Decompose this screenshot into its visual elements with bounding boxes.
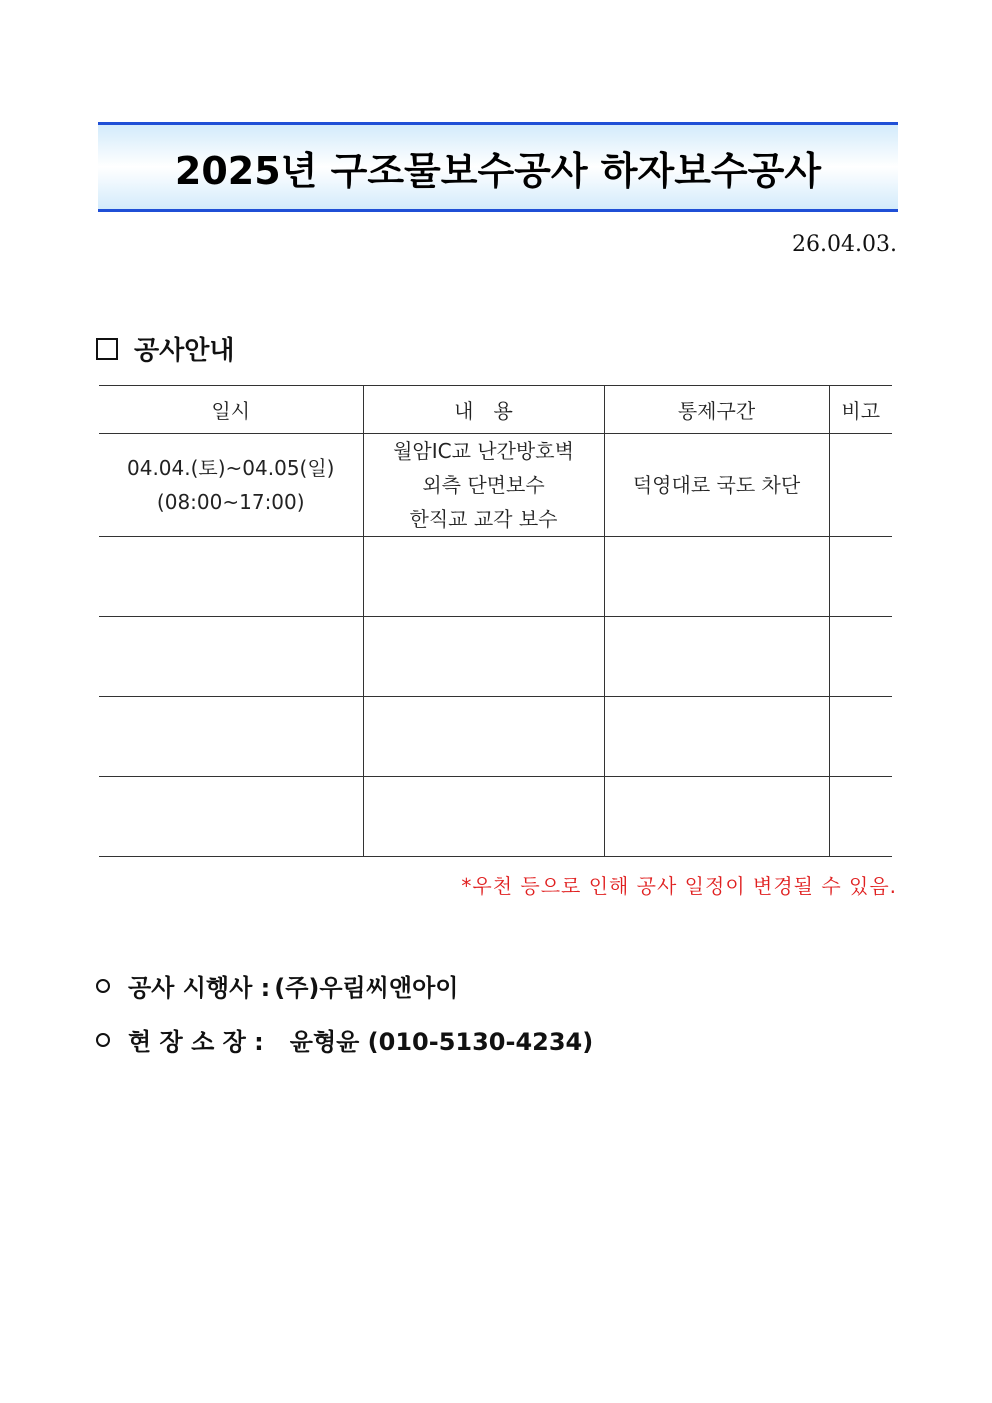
section-heading bbox=[96, 330, 234, 367]
header-remark: 비고 bbox=[829, 386, 892, 434]
empty-cell bbox=[363, 777, 604, 857]
empty-cell bbox=[604, 777, 829, 857]
datetime-line: (08:00~17:00) bbox=[156, 490, 305, 514]
content-line: 외측 단면보수 bbox=[422, 473, 545, 497]
empty-cell bbox=[363, 617, 604, 697]
cell-remark bbox=[829, 434, 892, 537]
empty-cell bbox=[604, 617, 829, 697]
title-banner bbox=[98, 122, 898, 212]
header-datetime: 일시 bbox=[99, 386, 363, 434]
datetime-line: 04.04.(토)~04.05(일) bbox=[127, 456, 335, 480]
empty-cell bbox=[99, 777, 363, 857]
table-row bbox=[99, 434, 892, 537]
circle-bullet-icon bbox=[96, 979, 110, 993]
table-header-row bbox=[99, 386, 892, 434]
table-row bbox=[99, 777, 892, 857]
cell-datetime bbox=[99, 434, 363, 537]
section-label: 공사안내 bbox=[134, 336, 235, 366]
site-manager-value: 윤형윤 (010-5130-4234) bbox=[289, 1028, 594, 1056]
schedule-change-note: *우천 등으로 인해 공사 일정이 변경될 수 있음. bbox=[461, 874, 897, 898]
empty-cell bbox=[604, 697, 829, 777]
contractor-info bbox=[96, 968, 458, 1003]
header-content: 내 용 bbox=[363, 386, 604, 434]
site-manager-label: 현 장 소 장 : bbox=[128, 1028, 264, 1056]
checkbox-square-icon bbox=[96, 338, 118, 360]
document-date: 26.04.03. bbox=[792, 232, 897, 257]
page-title: 2025년 구조물보수공사 하자보수공사 bbox=[174, 148, 822, 193]
table-row bbox=[99, 617, 892, 697]
empty-cell bbox=[363, 537, 604, 617]
empty-cell bbox=[829, 537, 892, 617]
table-row bbox=[99, 537, 892, 617]
cell-content bbox=[363, 434, 604, 537]
site-manager-info bbox=[96, 1022, 593, 1057]
header-control-section: 통제구간 bbox=[604, 386, 829, 434]
contractor-label: 공사 시행사 : bbox=[128, 974, 271, 1002]
cell-control-section: 덕영대로 국도 차단 bbox=[604, 434, 829, 537]
content-line: 월암IC교 난간방호벽 bbox=[393, 439, 574, 463]
content-line: 한직교 교각 보수 bbox=[409, 507, 558, 531]
empty-cell bbox=[99, 537, 363, 617]
empty-cell bbox=[829, 617, 892, 697]
circle-bullet-icon bbox=[96, 1033, 110, 1047]
empty-cell bbox=[829, 697, 892, 777]
table-row bbox=[99, 697, 892, 777]
empty-cell bbox=[99, 697, 363, 777]
empty-cell bbox=[604, 537, 829, 617]
construction-notice-table bbox=[99, 385, 892, 857]
empty-cell bbox=[363, 697, 604, 777]
contractor-value: (주)우림씨앤아이 bbox=[274, 974, 459, 1002]
empty-cell bbox=[829, 777, 892, 857]
empty-cell bbox=[99, 617, 363, 697]
